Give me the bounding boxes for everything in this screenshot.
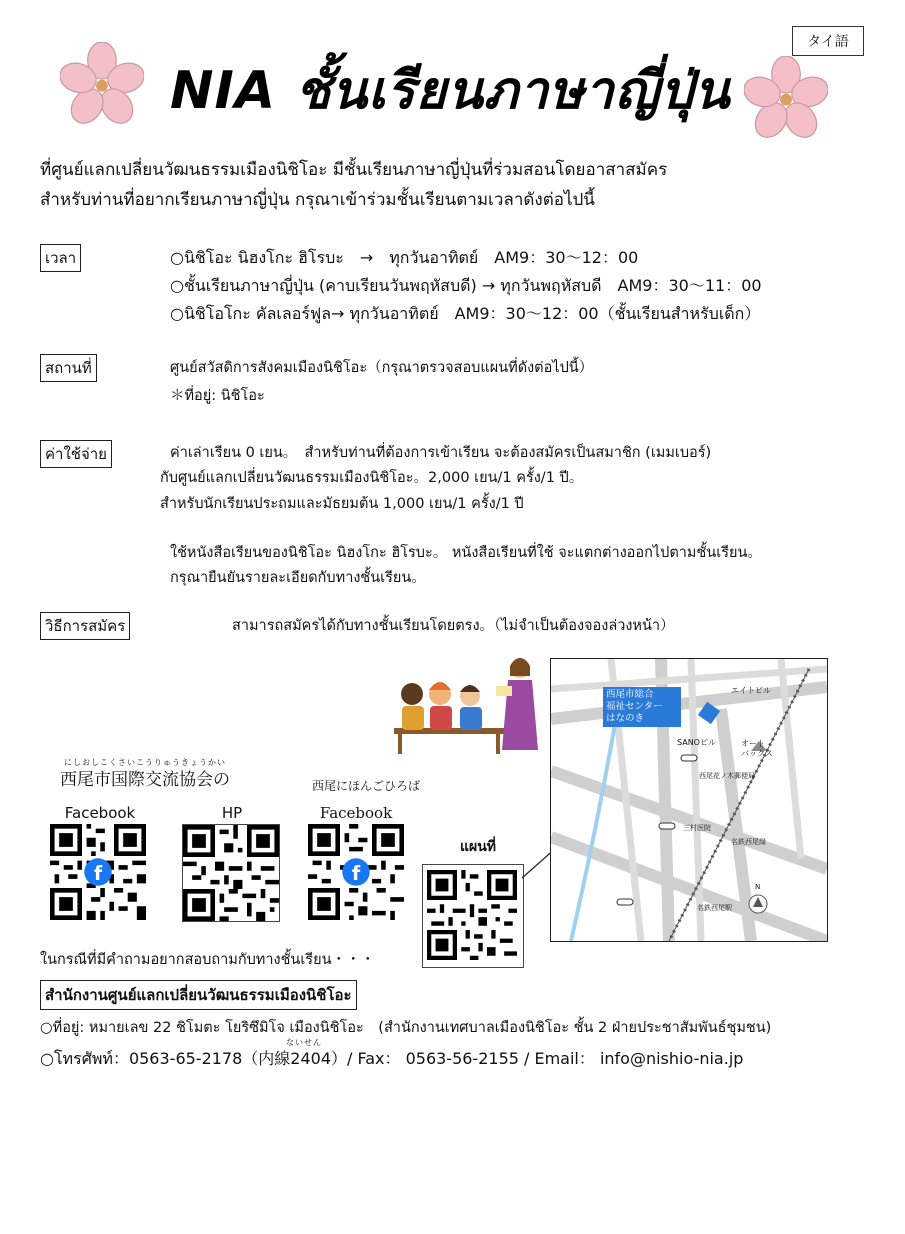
fee-line-1: ค่าเล่าเรียน 0 เยน。 สำหรับท่านที่ต้องการเข้าเรียน จะต้องสมัครเป็นสมาชิก (เมมเบอร์) [170, 445, 712, 461]
apply-label: วิธีการสมัคร [40, 612, 130, 640]
place-line-1: ศูนย์สวัสดิการสังคมเมืองนิชิโอะ（กรุณาตรวจสอบแผนที่ดังต่อไปนี้） [170, 360, 594, 376]
office-name-box: สำนักงานศูนย์แลกเปลี่ยนวัฒนธรรมเมืองนิชิโอะ [40, 980, 357, 1010]
hp-qr-code[interactable] [182, 824, 280, 922]
map-label-station: 名鉄西尾駅 [697, 904, 732, 912]
apply-text: สามารถสมัครได้กับทางชั้นเรียนโดยตรง。（ไม่จำเป็นต้องจองล่วงหน้า） [232, 618, 675, 634]
sakura-flower-icon-left [60, 42, 144, 126]
facebook-qr-code-2[interactable] [308, 824, 404, 920]
map-label-eight-building: エイトビル [731, 686, 771, 695]
map-label-autobacks-1: オート [741, 739, 765, 748]
fee-line-2: กับศูนย์แลกเปลี่ยนวัฒนธรรมเมืองนิชิโอะ。2,000 เยน/1 ครั้ง/1 ปี。 [160, 470, 584, 486]
place-line-2: ＊ที่อยู่: นิชิโอะ [170, 388, 265, 404]
extension-ruby: ないせん [286, 1038, 322, 1047]
map-center-line-2: 福祉センター [606, 701, 663, 712]
map-label-post-office: 西尾花ノ木郵便局 [699, 772, 755, 780]
map-center-line-3: はなのき [606, 713, 645, 724]
page-title: NIA ชั้นเรียนภาษาญี่ปุ่น [170, 61, 731, 121]
association-ruby: にしおしこくさいこうりゅうきょうかい [64, 758, 226, 767]
map-center-line-1: 西尾市総合 [606, 689, 654, 700]
facebook-label-2: Facebook [319, 804, 393, 822]
map-center-label [603, 687, 681, 727]
association-name: 西尾市国際交流協会の [60, 770, 230, 790]
plaza-name: 西尾にほんごひろば [312, 779, 421, 793]
time-row-3: ○นิชิโอโกะ คัลเลอร์ฟูล→ ทุกวันอาทิตย์ AM9：30～12：00（ชั้นเรียนสำหรับเด็ก） [170, 304, 761, 323]
time-label: เวลา [40, 244, 81, 272]
facebook-qr-code-1[interactable] [50, 824, 146, 920]
hp-label: HP [221, 804, 243, 822]
contact-phone: ○โทรศัพท์：0563-65-2178（内線2404）/ Fax： 0563-56-2155 / Email： info@nishio-nia.jp [40, 1049, 744, 1068]
map-roads [551, 659, 827, 941]
map-label-meitetsu-store: 名鉄西尾緑 [731, 838, 766, 846]
map-label-autobacks [741, 739, 773, 759]
time-row-2: ○ชั้นเรียนภาษาญี่ปุ่น (คาบเรียนวันพฤหัสบดี) → ทุกวันพฤหัสบดี AM9：30～11：00 [170, 276, 762, 295]
fee-line-5: กรุณายืนยันรายละเอียดกับทางชั้นเรียน。 [170, 570, 426, 586]
intro-line-1: ที่ศูนย์แลกเปลี่ยนวัฒนธรรมเมืองนิชิโอะ มีชั้นเรียนภาษาญี่ปุ่นที่ร่วมสอนโดยอาสาสมัคร [40, 160, 668, 180]
map-label-sano-building: SANOビル [677, 738, 716, 747]
place-label: สถานที่ [40, 354, 97, 382]
svg-text:f: f [93, 862, 103, 886]
intro-line-2: สำหรับท่านที่อยากเรียนภาษาญี่ปุ่น กรุณาเข้าร่วมชั้นเรียนตามเวลาดังต่อไปนี้ [40, 190, 595, 210]
map-qr-label: แผนที่ [460, 839, 497, 855]
time-row-1: ○นิชิโอะ นิฮงโกะ ฮิโรบะ → ทุกวันอาทิตย์ AM9：30～12：00 [170, 248, 639, 267]
map-north-label: N [755, 883, 761, 891]
fee-label: ค่าใช้จ่าย [40, 440, 112, 468]
map-label-mimura-clinic: 三村医院 [683, 824, 711, 832]
fee-line-4: ใช้หนังสือเรียนของนิชิโอะ นิฮงโกะ ฮิโรบะ。 หนังสือเรียนที่ใช้ จะแตกต่างออกไปตามชั้นเรียน。 [170, 545, 762, 561]
sakura-flower-icon-right [744, 56, 828, 140]
fee-line-3: สำหรับนักเรียนประถมและมัธยมต้น 1,000 เยน/1 ครั้ง/1 ปี [160, 496, 524, 512]
contact-address: ○ที่อยู่: หมายเลข 22 ชิโมตะ โยริซึมิโจ เมืองนิชิโอะ (สำนักงานเทศบาลเมืองนิชิโอะ ชั้น 2 ฝ่ายประชาสัมพันธ์ชุมชน) [40, 1020, 772, 1036]
svg-text:f: f [351, 862, 361, 886]
language-tag: タイ語 [792, 26, 864, 56]
location-map[interactable] [550, 658, 828, 942]
map-label-autobacks-2: バックス [741, 749, 773, 758]
facebook-label-1: Facebook [64, 804, 136, 822]
contact-question: ในกรณีที่มีคำถามอยากสอบถามกับทางชั้นเรียน・・・ [40, 952, 375, 968]
map-qr-code[interactable] [424, 870, 520, 960]
